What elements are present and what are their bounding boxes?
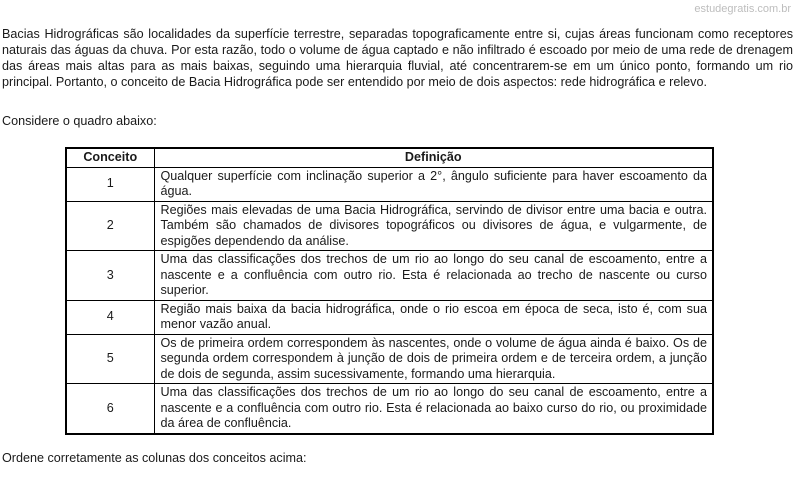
watermark: estudegratis.com.br	[694, 3, 791, 15]
table-row	[66, 251, 713, 301]
header-definition: Definição	[154, 148, 713, 167]
definition-cell: Os de primeira ordem correspondem às nascentes, onde o volume de água ainda é baixo. Os de segunda ordem correspondem à junção de dois de primeira ordem e de terceira ordem, a junção de dois de segunda, assim sucessivamente, formando uma hierarquia.	[154, 334, 713, 384]
header-concept: Conceito	[66, 148, 154, 167]
definition-cell: Região mais baixa da bacia hidrográfica, onde o rio escoa em época de seca, isto é, com sua menor vazão anual.	[154, 300, 713, 334]
concept-number-cell: 6	[66, 384, 154, 434]
definition-cell: Qualquer superfície com inclinação superior a 2°, ângulo suficiente para haver escoamento da água.	[154, 167, 713, 201]
concept-number-cell: 4	[66, 300, 154, 334]
definition-cell: Regiões mais elevadas de uma Bacia Hidrográfica, servindo de divisor entre uma bacia e outra. Também são chamados de divisores topográficos ou divisores de água, e vulgarmente, de espigões dependendo da análise.	[154, 201, 713, 251]
concepts-table-body	[66, 167, 713, 434]
table-row	[66, 300, 713, 334]
definition-cell: Uma das classificações dos trechos de um rio ao longo do seu canal de escoamento, entre a nascente e a confluência com outro rio. Esta é relacionada ao baixo curso do rio, ou proximidade da área de confluência.	[154, 384, 713, 434]
table-row	[66, 384, 713, 434]
concept-number-cell: 3	[66, 251, 154, 301]
table-row	[66, 167, 713, 201]
table-row	[66, 201, 713, 251]
concepts-table	[65, 147, 714, 435]
definition-cell: Uma das classificações dos trechos de um rio ao longo do seu canal de escoamento, entre a nascente e a confluência com outro rio. Esta é relacionada ao trecho de nascente ou curso superior.	[154, 251, 713, 301]
order-prompt: Ordene corretamente as colunas dos conceitos acima:	[2, 450, 307, 465]
concept-number-cell: 5	[66, 334, 154, 384]
concept-number-cell: 1	[66, 167, 154, 201]
concepts-table-header-row	[66, 148, 713, 167]
table-row	[66, 334, 713, 384]
intro-paragraph: Bacias Hidrográficas são localidades da superfície terrestre, separadas topograficamente entre si, cujas áreas funcionam como receptores naturais das águas da chuva. Por esta razão, todo o volume de água captado e não infiltrado é escoado por meio de uma rede de drenagem das áreas mais altas para as mais baixas, seguindo uma hierarquia fluvial, até concentrarem-se em um único ponto, formando um rio principal. Portanto, o conceito de Bacia Hidrográfica pode ser entendido por meio de dois aspectos: rede hidrográfica e relevo.	[2, 27, 793, 89]
concept-number-cell: 2	[66, 201, 154, 251]
table-prompt: Considere o quadro abaixo:	[2, 114, 157, 128]
